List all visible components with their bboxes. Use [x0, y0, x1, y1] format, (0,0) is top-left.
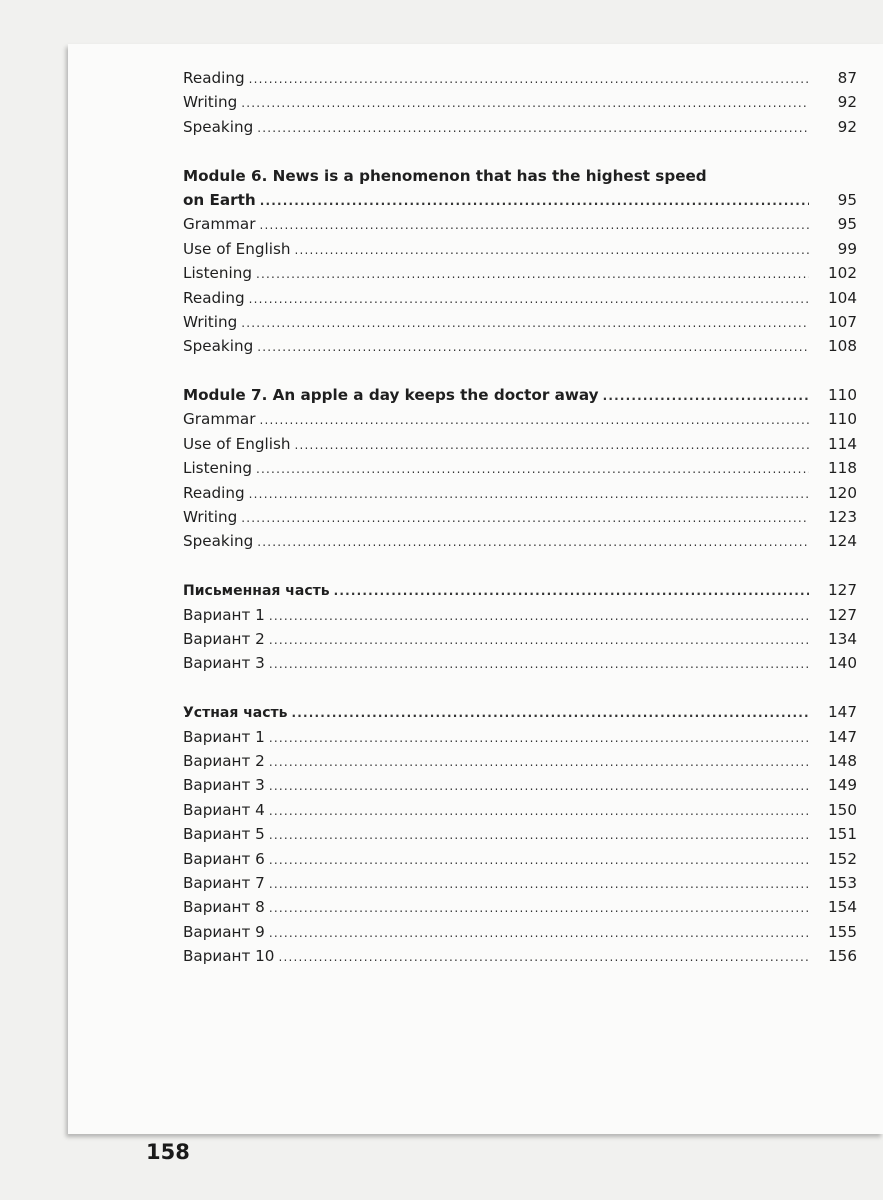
toc-entry-page: 108 [828, 337, 857, 356]
written-part-title: Письменная часть [183, 583, 330, 600]
leader-dots [259, 408, 809, 432]
module-6-heading [183, 188, 857, 212]
module-6-title: Module 6. News is a phenomenon that has the highest speed [183, 166, 707, 185]
toc-entry [183, 847, 857, 871]
leader-dots [603, 384, 809, 408]
toc-entry-label: Вариант 9 [183, 922, 265, 941]
leader-dots [241, 91, 809, 115]
toc-entry [183, 895, 857, 919]
toc-entry [183, 651, 857, 675]
leader-dots [257, 116, 809, 140]
toc-entry-page: 87 [837, 69, 857, 87]
toc-entry-label: Listening [183, 264, 253, 283]
leader-dots [260, 189, 809, 213]
toc-entry-page: 107 [828, 312, 857, 331]
leader-dots [249, 287, 809, 311]
written-part-page: 127 [828, 581, 857, 600]
leader-dots [269, 921, 809, 945]
module-7-page: 110 [828, 386, 857, 405]
leader-dots [259, 213, 809, 237]
toc-entry [183, 334, 857, 358]
module-6-page: 95 [837, 190, 857, 209]
leader-dots [269, 652, 809, 676]
toc-entry-label: Reading [183, 288, 245, 307]
toc-entry [183, 310, 857, 334]
toc-entry-page: 150 [828, 800, 857, 819]
page-number: 158 [146, 1140, 190, 1164]
toc-entry-label: Вариант 8 [183, 898, 265, 917]
toc-entry-label: Вариант 2 [183, 629, 265, 648]
toc-entry [183, 115, 857, 139]
module-7-title: Module 7. An apple a day keeps the doctor away [183, 386, 599, 405]
toc-entry [183, 505, 857, 529]
leader-dots [257, 530, 809, 554]
toc-entry [183, 481, 857, 505]
toc-entry-label: Вариант 2 [183, 751, 265, 770]
table-of-contents [183, 66, 857, 968]
toc-entry-page: 140 [828, 654, 857, 673]
toc-entry-page: 118 [828, 459, 857, 478]
toc-entry [183, 261, 857, 285]
leader-dots [269, 823, 809, 847]
toc-entry-page: 124 [828, 532, 857, 551]
toc-entry-label: Writing [183, 93, 238, 112]
toc-entry [183, 822, 857, 846]
toc-entry [183, 944, 857, 968]
toc-entry-label: Writing [183, 508, 238, 527]
toc-entry [183, 90, 857, 114]
toc-entry-page: 134 [828, 629, 857, 648]
toc-entry-label: Вариант 6 [183, 849, 265, 868]
oral-part-title: Устная часть [183, 705, 288, 722]
toc-entry [183, 773, 857, 797]
toc-entry-label: Use of English [183, 239, 291, 258]
leader-dots [269, 604, 809, 628]
toc-entry-page: 104 [828, 288, 857, 307]
leader-dots [241, 506, 809, 530]
toc-entry-label: Grammar [183, 410, 256, 429]
toc-entry-page: 92 [837, 117, 857, 136]
toc-entry-page: 153 [828, 873, 857, 892]
toc-entry [183, 432, 857, 456]
toc-entry-label: Speaking [183, 532, 254, 551]
toc-entry-label: Speaking [183, 337, 254, 356]
leader-dots [269, 774, 809, 798]
toc-entry-page: 151 [828, 825, 857, 844]
toc-entry-page: 102 [828, 264, 857, 283]
toc-entry-label: Вариант 10 [183, 947, 275, 966]
toc-entry-label: Reading [183, 69, 245, 87]
toc-entry-label: Reading [183, 483, 245, 502]
leader-dots [269, 726, 809, 750]
toc-entry-page: 92 [837, 93, 857, 112]
leader-dots [257, 335, 809, 359]
toc-entry-label: Use of English [183, 434, 291, 453]
toc-entry-label: Вариант 1 [183, 727, 265, 746]
oral-part-heading [183, 700, 857, 724]
toc-entry-page: 154 [828, 898, 857, 917]
toc-entry-page: 120 [828, 483, 857, 502]
toc-entry [183, 798, 857, 822]
leader-dots [241, 311, 809, 335]
leader-dots [295, 433, 809, 457]
toc-entry [183, 66, 857, 90]
leader-dots [278, 945, 809, 969]
toc-entry [183, 725, 857, 749]
leader-dots [269, 848, 809, 872]
toc-entry-page: 149 [828, 776, 857, 795]
toc-entry-label: Вариант 3 [183, 776, 265, 795]
toc-entry-page: 156 [828, 947, 857, 966]
module-7-heading [183, 383, 857, 407]
module-6-title-line2: on Earth [183, 190, 256, 209]
leader-dots [269, 750, 809, 774]
toc-entry-label: Вариант 5 [183, 825, 265, 844]
toc-entry-page: 123 [828, 508, 857, 527]
leader-dots [269, 799, 809, 823]
leader-dots [292, 701, 809, 725]
toc-entry-page: 152 [828, 849, 857, 868]
leader-dots [256, 262, 809, 286]
leader-dots [269, 628, 809, 652]
leader-dots [249, 482, 809, 506]
toc-entry [183, 237, 857, 261]
toc-entry [183, 529, 857, 553]
toc-entry [183, 749, 857, 773]
toc-entry-label: Вариант 1 [183, 605, 265, 624]
toc-entry [183, 407, 857, 431]
leader-dots [249, 67, 809, 91]
toc-entry-label: Вариант 7 [183, 873, 265, 892]
leader-dots [334, 579, 809, 603]
toc-entry-page: 95 [837, 215, 857, 234]
toc-entry-label: Вариант 4 [183, 800, 265, 819]
toc-entry [183, 871, 857, 895]
toc-entry-label: Grammar [183, 215, 256, 234]
toc-entry [183, 212, 857, 236]
leader-dots [269, 872, 809, 896]
toc-entry-page: 155 [828, 922, 857, 941]
toc-entry-label: Speaking [183, 117, 254, 136]
toc-entry-label: Writing [183, 312, 238, 331]
toc-entry-page: 110 [828, 410, 857, 429]
leader-dots [269, 896, 809, 920]
toc-entry [183, 286, 857, 310]
toc-entry-label: Вариант 3 [183, 654, 265, 673]
toc-entry-page: 114 [828, 434, 857, 453]
toc-entry [183, 627, 857, 651]
toc-entry-page: 99 [837, 239, 857, 258]
toc-entry [183, 920, 857, 944]
toc-entry [183, 603, 857, 627]
toc-entry-page: 147 [828, 727, 857, 746]
toc-entry [183, 456, 857, 480]
written-part-heading [183, 578, 857, 602]
oral-part-page: 147 [828, 703, 857, 722]
leader-dots [256, 457, 809, 481]
toc-entry-page: 127 [828, 605, 857, 624]
toc-entry-page: 148 [828, 751, 857, 770]
toc-entry-label: Listening [183, 459, 253, 478]
leader-dots [295, 238, 809, 262]
